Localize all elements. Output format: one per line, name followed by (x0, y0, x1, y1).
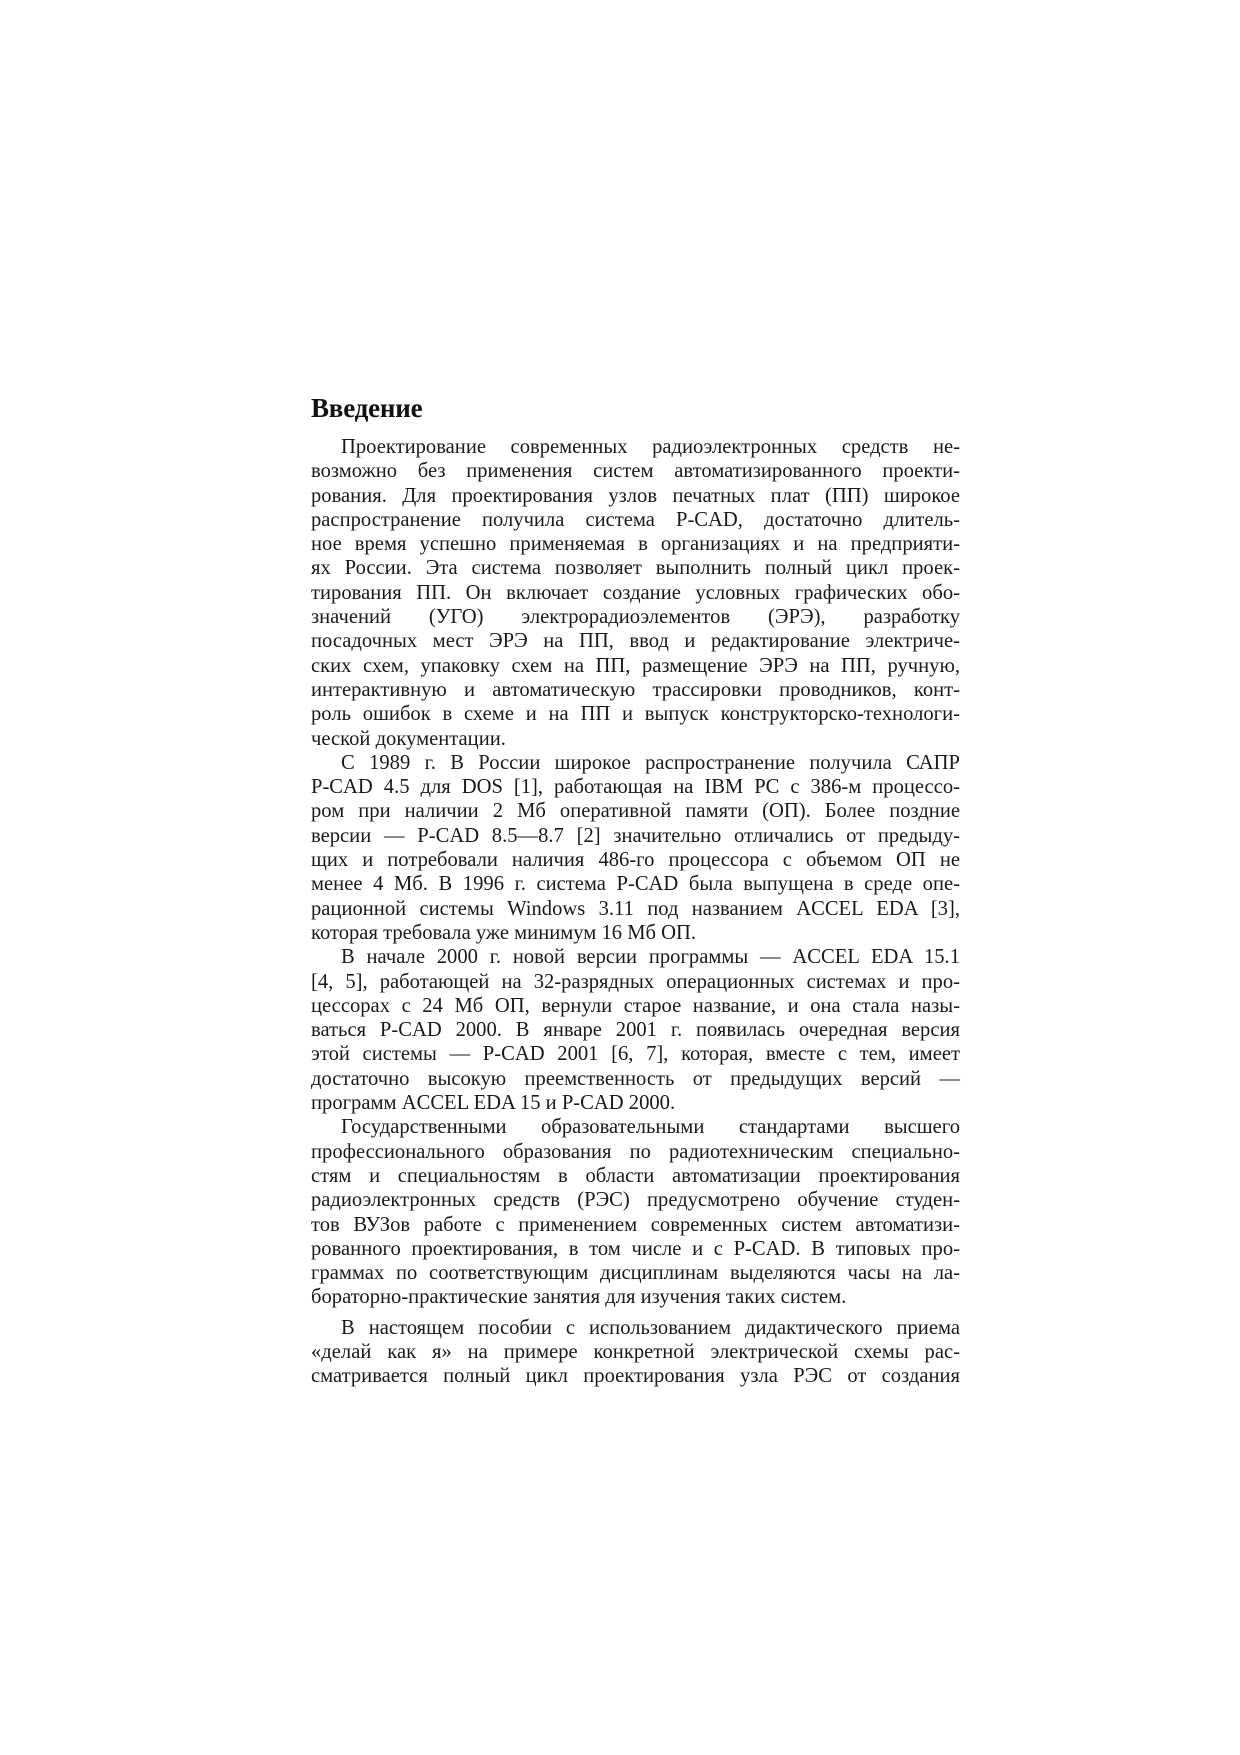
text-line: Проектирование современных радиоэлектронных средств не- (341, 436, 960, 458)
body-text (311, 435, 960, 1389)
text-line: радиоэлектронных средств (РЭС) предусмотрено обучение студен- (311, 1189, 960, 1212)
paragraph-5 (311, 1316, 960, 1389)
text-line: посадочных мест ЭРЭ на ПП, ввод и редактирование электриче- (311, 630, 960, 653)
text-line: бораторно-практические занятия для изучения таких систем. (311, 1286, 847, 1309)
page-content (311, 393, 960, 1389)
text-line: рационной системы Windows 3.11 под названием ACCEL EDA [3], (311, 897, 960, 920)
text-line: менее 4 Мб. В 1996 г. система P-CAD была выпущена в среде опе- (311, 873, 960, 896)
text-line: ях России. Эта система позволяет выполнить полный цикл проек- (311, 557, 960, 580)
text-line: значений (УГО) электрорадиоэлементов (ЭРЭ), разработку (311, 606, 960, 629)
text-line: тов ВУЗов работе с применением современных систем автоматизи- (311, 1213, 960, 1236)
text-line: ваться P-CAD 2000. В январе 2001 г. появилась очередная версия (311, 1019, 960, 1042)
paragraph-4 (311, 1115, 960, 1309)
text-line: С 1989 г. В России широкое распространение получила САПР (341, 751, 960, 774)
text-line: рованного проектирования, в том числе и с P-CAD. В типовых про- (311, 1237, 960, 1260)
text-line: рования. Для проектирования узлов печатных плат (ПП) широкое (311, 484, 960, 507)
text-line: сматривается полный цикл проектирования узла РЭС от создания (311, 1365, 960, 1388)
text-line: которая требовала уже минимум 16 Мб ОП. (311, 921, 697, 944)
text-line: ное время успешно применяемая в организациях и на предприяти- (311, 533, 960, 556)
text-line: щих и потребовали наличия 486-го процессора с объемом ОП не (311, 849, 960, 872)
text-line: В начале 2000 г. новой версии программы — ACCEL EDA 15.1 (341, 946, 960, 969)
text-line: граммах по соответствующим дисциплинам выделяются часы на ла- (311, 1262, 960, 1285)
paragraph-3 (311, 945, 960, 1115)
paragraph-2 (311, 751, 960, 945)
text-line: ром при наличии 2 Мб оперативной памяти (ОП). Более поздние (311, 800, 960, 823)
text-line: [4, 5], работающей на 32-разрядных операционных системах и про- (311, 970, 960, 993)
text-line: ческой документации. (311, 727, 506, 750)
text-line: программ ACCEL EDA 15 и P-CAD 2000. (311, 1092, 676, 1115)
text-line: Государственными образовательными стандартами высшего (341, 1116, 960, 1139)
text-line: версии — P-CAD 8.5—8.7 [2] значительно отличались от предыду- (311, 824, 960, 847)
text-line: В настоящем пособии с использованием дидактического приема (341, 1316, 960, 1339)
paragraph-1 (311, 435, 960, 751)
text-line: профессионального образования по радиотехническим специально- (311, 1140, 960, 1163)
text-line: возможно без применения систем автоматизированного проекти- (311, 460, 960, 483)
text-line: интерактивную и автоматическую трассировки проводников, конт- (311, 678, 960, 701)
text-line: цессорах с 24 Мб ОП, вернули старое название, и она стала назы- (311, 994, 960, 1017)
text-line: распространение получила система P-CAD, достаточно длитель- (311, 508, 960, 531)
text-line: P-CAD 4.5 для DOS [1], работающая на IBM PC с 386-м процессо- (311, 776, 960, 799)
text-line: стям и специальностям в области автоматизации проектирования (311, 1164, 960, 1187)
text-line: ских схем, упаковку схем на ПП, размещение ЭРЭ на ПП, ручную, (311, 654, 960, 677)
text-line: тирования ПП. Он включает создание условных графических обо- (311, 581, 960, 604)
text-line: достаточно высокую преемственность от предыдущих версий — (311, 1067, 960, 1090)
text-line: этой системы — P-CAD 2001 [6, 7], которая, вместе с тем, имеет (311, 1043, 960, 1066)
text-line: «делай как я» на примере конкретной электрической схемы рас- (311, 1340, 960, 1363)
text-line: роль ошибок в схеме и на ПП и выпуск конструкторско-технологи- (311, 703, 960, 726)
section-title: Введение (311, 393, 423, 423)
